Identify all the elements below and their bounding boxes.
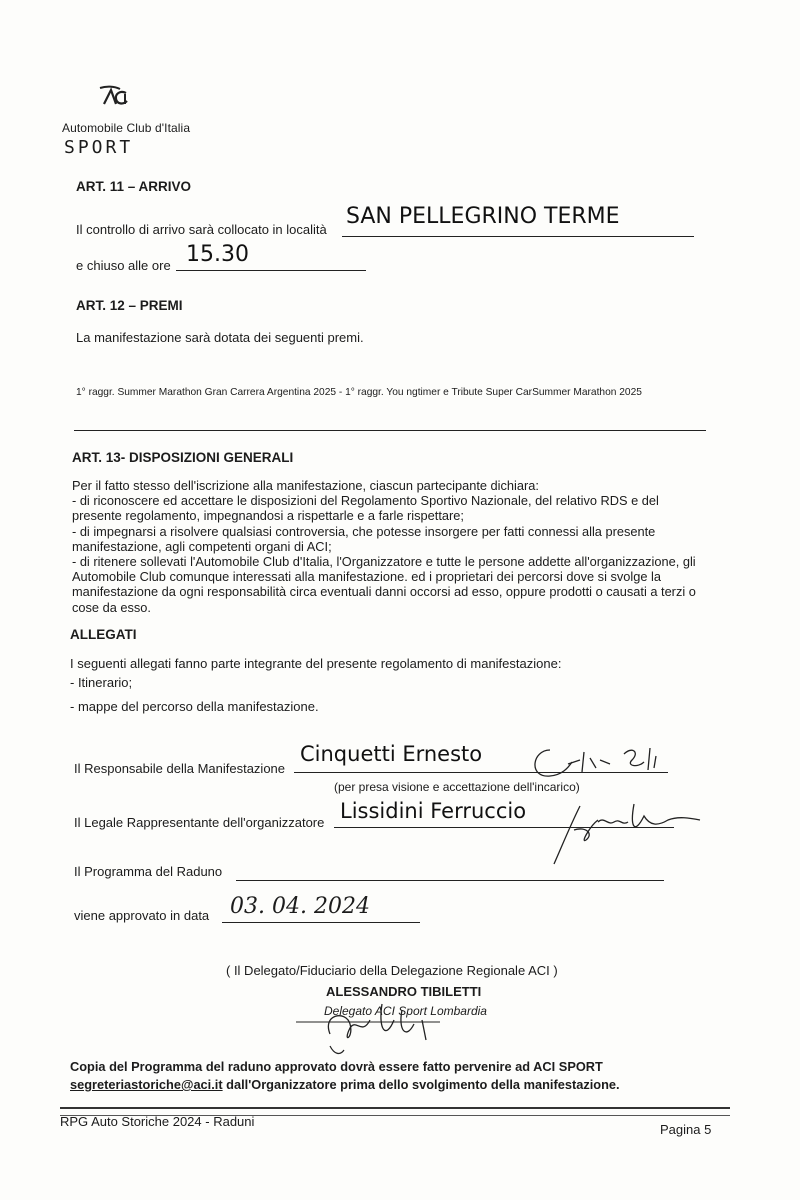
art13-line: cose da esso. — [72, 599, 151, 615]
closing-line2-rest: dall'Organizzatore prima dello svolgimento della manifestazione. — [222, 1077, 620, 1092]
legale-signature-icon — [534, 796, 704, 866]
allegati-item: - mappe del percorso della manifestazione. — [70, 699, 319, 714]
responsabile-label: Il Responsabile della Manifestazione — [74, 761, 286, 776]
art11-location-label: Il controllo di arrivo sarà collocato in località — [76, 222, 327, 237]
delegato-signature-icon — [290, 1000, 490, 1062]
closing-line1: Copia del Programma del raduno approvato dovrà essere fatto pervenire ad ACI SPORT — [70, 1059, 603, 1074]
art13-line: presente regolamento, impegnandosi a rispettarle e a farle rispettare; — [72, 508, 464, 524]
art13-line: manifestazione, agli competenti organi di ACI; — [72, 538, 332, 554]
org-sport: SPORT — [64, 137, 134, 158]
art12-prize-line — [74, 430, 706, 431]
legale-value: Lissidini Ferruccio — [340, 799, 527, 823]
art11-location-value: SAN PELLEGRINO TERME — [346, 204, 620, 229]
programma-label: Il Programma del Raduno — [74, 864, 223, 879]
closing-line2 — [70, 1077, 620, 1093]
art12-prizes: 1° raggr. Summer Marathon Gran Carrera Argentina 2025 - 1° raggr. You ngtimer e Tribute Super CarSummer Marathon 2025 — [76, 387, 642, 398]
footer-page-number: Pagina 5 — [660, 1122, 712, 1137]
art12-intro: La manifestazione sarà dotata dei seguenti premi. — [76, 330, 364, 345]
art13-line: - di riconoscere ed accettare le disposizioni del Regolamento Sportivo Nazionale, del relativo RDS e del — [72, 493, 659, 509]
art11-time-line — [176, 270, 366, 271]
delegato-label: ( Il Delegato/Fiduciario della Delegazione Regionale ACI ) — [226, 963, 558, 978]
programma-line — [236, 880, 664, 881]
stamp-name: ALESSANDRO TIBILETTI — [326, 984, 482, 999]
aci-logo-icon — [96, 84, 132, 108]
org-name: Automobile Club d'Italia — [62, 121, 191, 135]
allegati-title: ALLEGATI — [70, 627, 137, 642]
approvato-line — [222, 922, 420, 923]
allegati-item: - Itinerario; — [70, 675, 133, 690]
art11-location-line — [342, 236, 694, 237]
art13-body — [72, 478, 744, 615]
footer-left: RPG Auto Storiche 2024 - Raduni — [60, 1114, 255, 1129]
art11-title: ART. 11 – ARRIVO — [76, 179, 192, 194]
art13-line: Per il fatto stesso dell'iscrizione alla manifestazione, ciascun partecipante dichiara: — [72, 478, 539, 493]
approvato-date: 03. 04. 2024 — [230, 894, 370, 919]
art13-line: - di ritenere sollevati l'Automobile Club d'Italia, l'Organizzatore e tutte le persone addette all'organizzazione, gli — [72, 554, 696, 570]
allegati-intro: I seguenti allegati fanno parte integrante del presente regolamento di manifestazione: — [70, 656, 562, 671]
art13-title: ART. 13- DISPOSIZIONI GENERALI — [72, 450, 294, 465]
responsabile-value: Cinquetti Ernesto — [300, 742, 483, 766]
art11-time-value: 15.30 — [186, 242, 249, 267]
approvato-label: viene approvato in data — [74, 908, 210, 923]
art13-line: Automobile Club comunque interessati alla manifestazione. ed i proprietari dei percorsi dove si svolge la — [72, 569, 661, 585]
closing-email-link[interactable]: segreteriastoriche@aci.it — [70, 1077, 223, 1092]
art12-title: ART. 12 – PREMI — [76, 298, 183, 313]
responsabile-note: (per presa visione e accettazione dell'incarico) — [334, 780, 580, 794]
art13-line: - di impegnarsi a risolvere qualsiasi controversia, che potesse insorgere per fatti connessi alla presente — [72, 523, 656, 539]
art13-line: manifestazione da ogni responsabilità circa eventuali danni occorsi ad esso, oppure prodotti o causati a terzi o — [72, 584, 696, 600]
legale-label: Il Legale Rappresentante dell'organizzatore — [74, 815, 325, 830]
art11-time-label: e chiuso alle ore — [76, 258, 171, 273]
stamp-role: Delegato ACI Sport Lombardia — [324, 1004, 487, 1018]
